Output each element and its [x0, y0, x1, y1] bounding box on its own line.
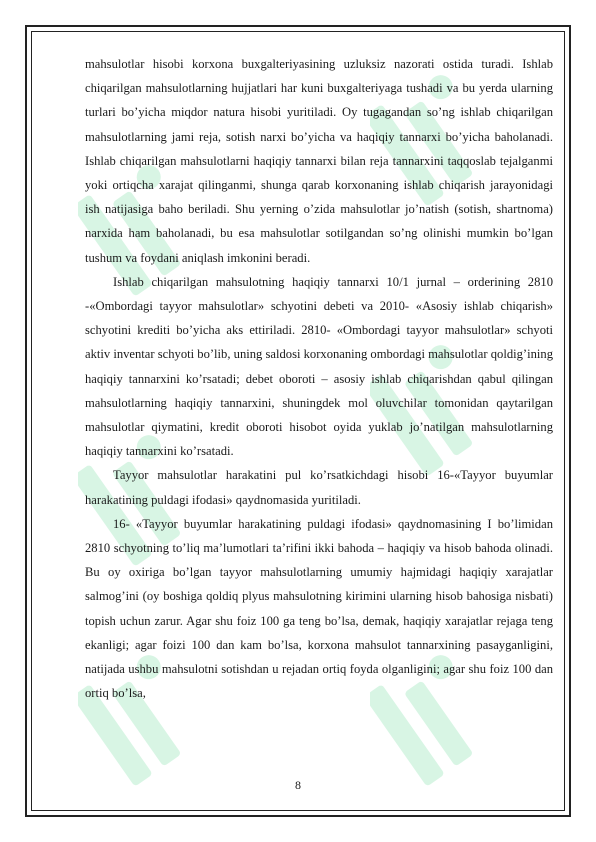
paragraph: mahsulotlar hisobi korxona buxgalteriyasining uzluksiz nazorati ostida turadi. Ishlab chiqarilgan mahsulotlarning hujjatlari har kuni buxgalteriyaga tushadi va bu yerda ularning turlari bo’yicha miqdor natura hisobi yuritiladi. Oy tugagandan so’ng ishlab chiqarilgan mahsulotlarning jami reja, sotish narxi bo’yicha va haqiqiy tannarxi bo’yicha baholanadi. Ishlab chiqarilgan mahsulotlarni haqiqiy tannarxi bilan reja tannarxini taqqoslab tejalganmi yoki ortiqcha xarajat qilinganmi, shunga qarab korxonaning ishlab chiqarish jarayonidagi ish natijasiga baho beriladi. Shu yerning o’zida mahsulotlar jo’natish (sotish, shartnoma) narxida ham baholanadi, bu esa mahsulotlar sotilgandan so’ng olinishi mumkin bo’lgan tushum va foydani aniqlash imkonini beradi.	[85, 57, 553, 265]
page-number: 8	[295, 778, 301, 792]
paragraph: Tayyor mahsulotlar harakatini pul ko’rsatkichdagi hisobi 16-«Tayyor buyumlar harakatining puldagi ifodasi» qaydnomasida yuritiladi.	[85, 468, 553, 507]
paragraph: 16- «Tayyor buyumlar harakatining puldagi ifodasi» qaydnomasining I bo’limidan 2810 schyotning to’liq ma’lumotlari ta’rifini ikki bahoda – haqiqiy va hisob bahoda olinadi. Bu oy oxiriga bo’lgan tayyor mahsulotlarning umumiy hajmidagi haqiqiy xarajatlar salmog’ini (oy boshiga qoldiq plyus mahsulotning kirimini ularning hisob bahosiga nisbati) topish uchun zarur. Agar shu foiz 100 ga teng bo’lsa, demak, haqiqiy xarajatlar rejaga teng ekanligi; agar foizi 100 dan kam bo’lsa, korxona mahsulot tannarxining pasayganligini, natijada ushbu mahsulotni sotishdan u rejadan ortiq foyda olganligini; agar shu foiz 100 dan ortiq bo’lsa,	[85, 516, 553, 701]
paragraph: Ishlab chiqarilgan mahsulotning haqiqiy tannarxi 10/1 jurnal – orderining 2810 -«Ombordagi tayyor mahsulotlar» schyotini debeti va 2010- «Asosiy ishlab chiqarish» schyotini krediti bo’yicha aks ettiriladi. 2810- «Ombordagi tayyor mahsulotlar» schyoti aktiv inventar schyoti bo’lib, uning saldosi korxonaning ombordagi mahsulotlar qoldig’ining haqiqiy tannarxini ko’rsatadi; debet oboroti – asosiy ishlab chiqarishdan qabul qilingan mahsulotlarning haqiqiy tannarxini, shuningdek mol oluvchilar tomonidan qaytarilgan mahsulotlar qiymatini, kredit oboroti hisobot oyida yuklab jo’natilgan mahsulotlarning haqiqiy tannarxini ko’rsatadi.	[85, 274, 554, 459]
body-text	[85, 52, 553, 705]
